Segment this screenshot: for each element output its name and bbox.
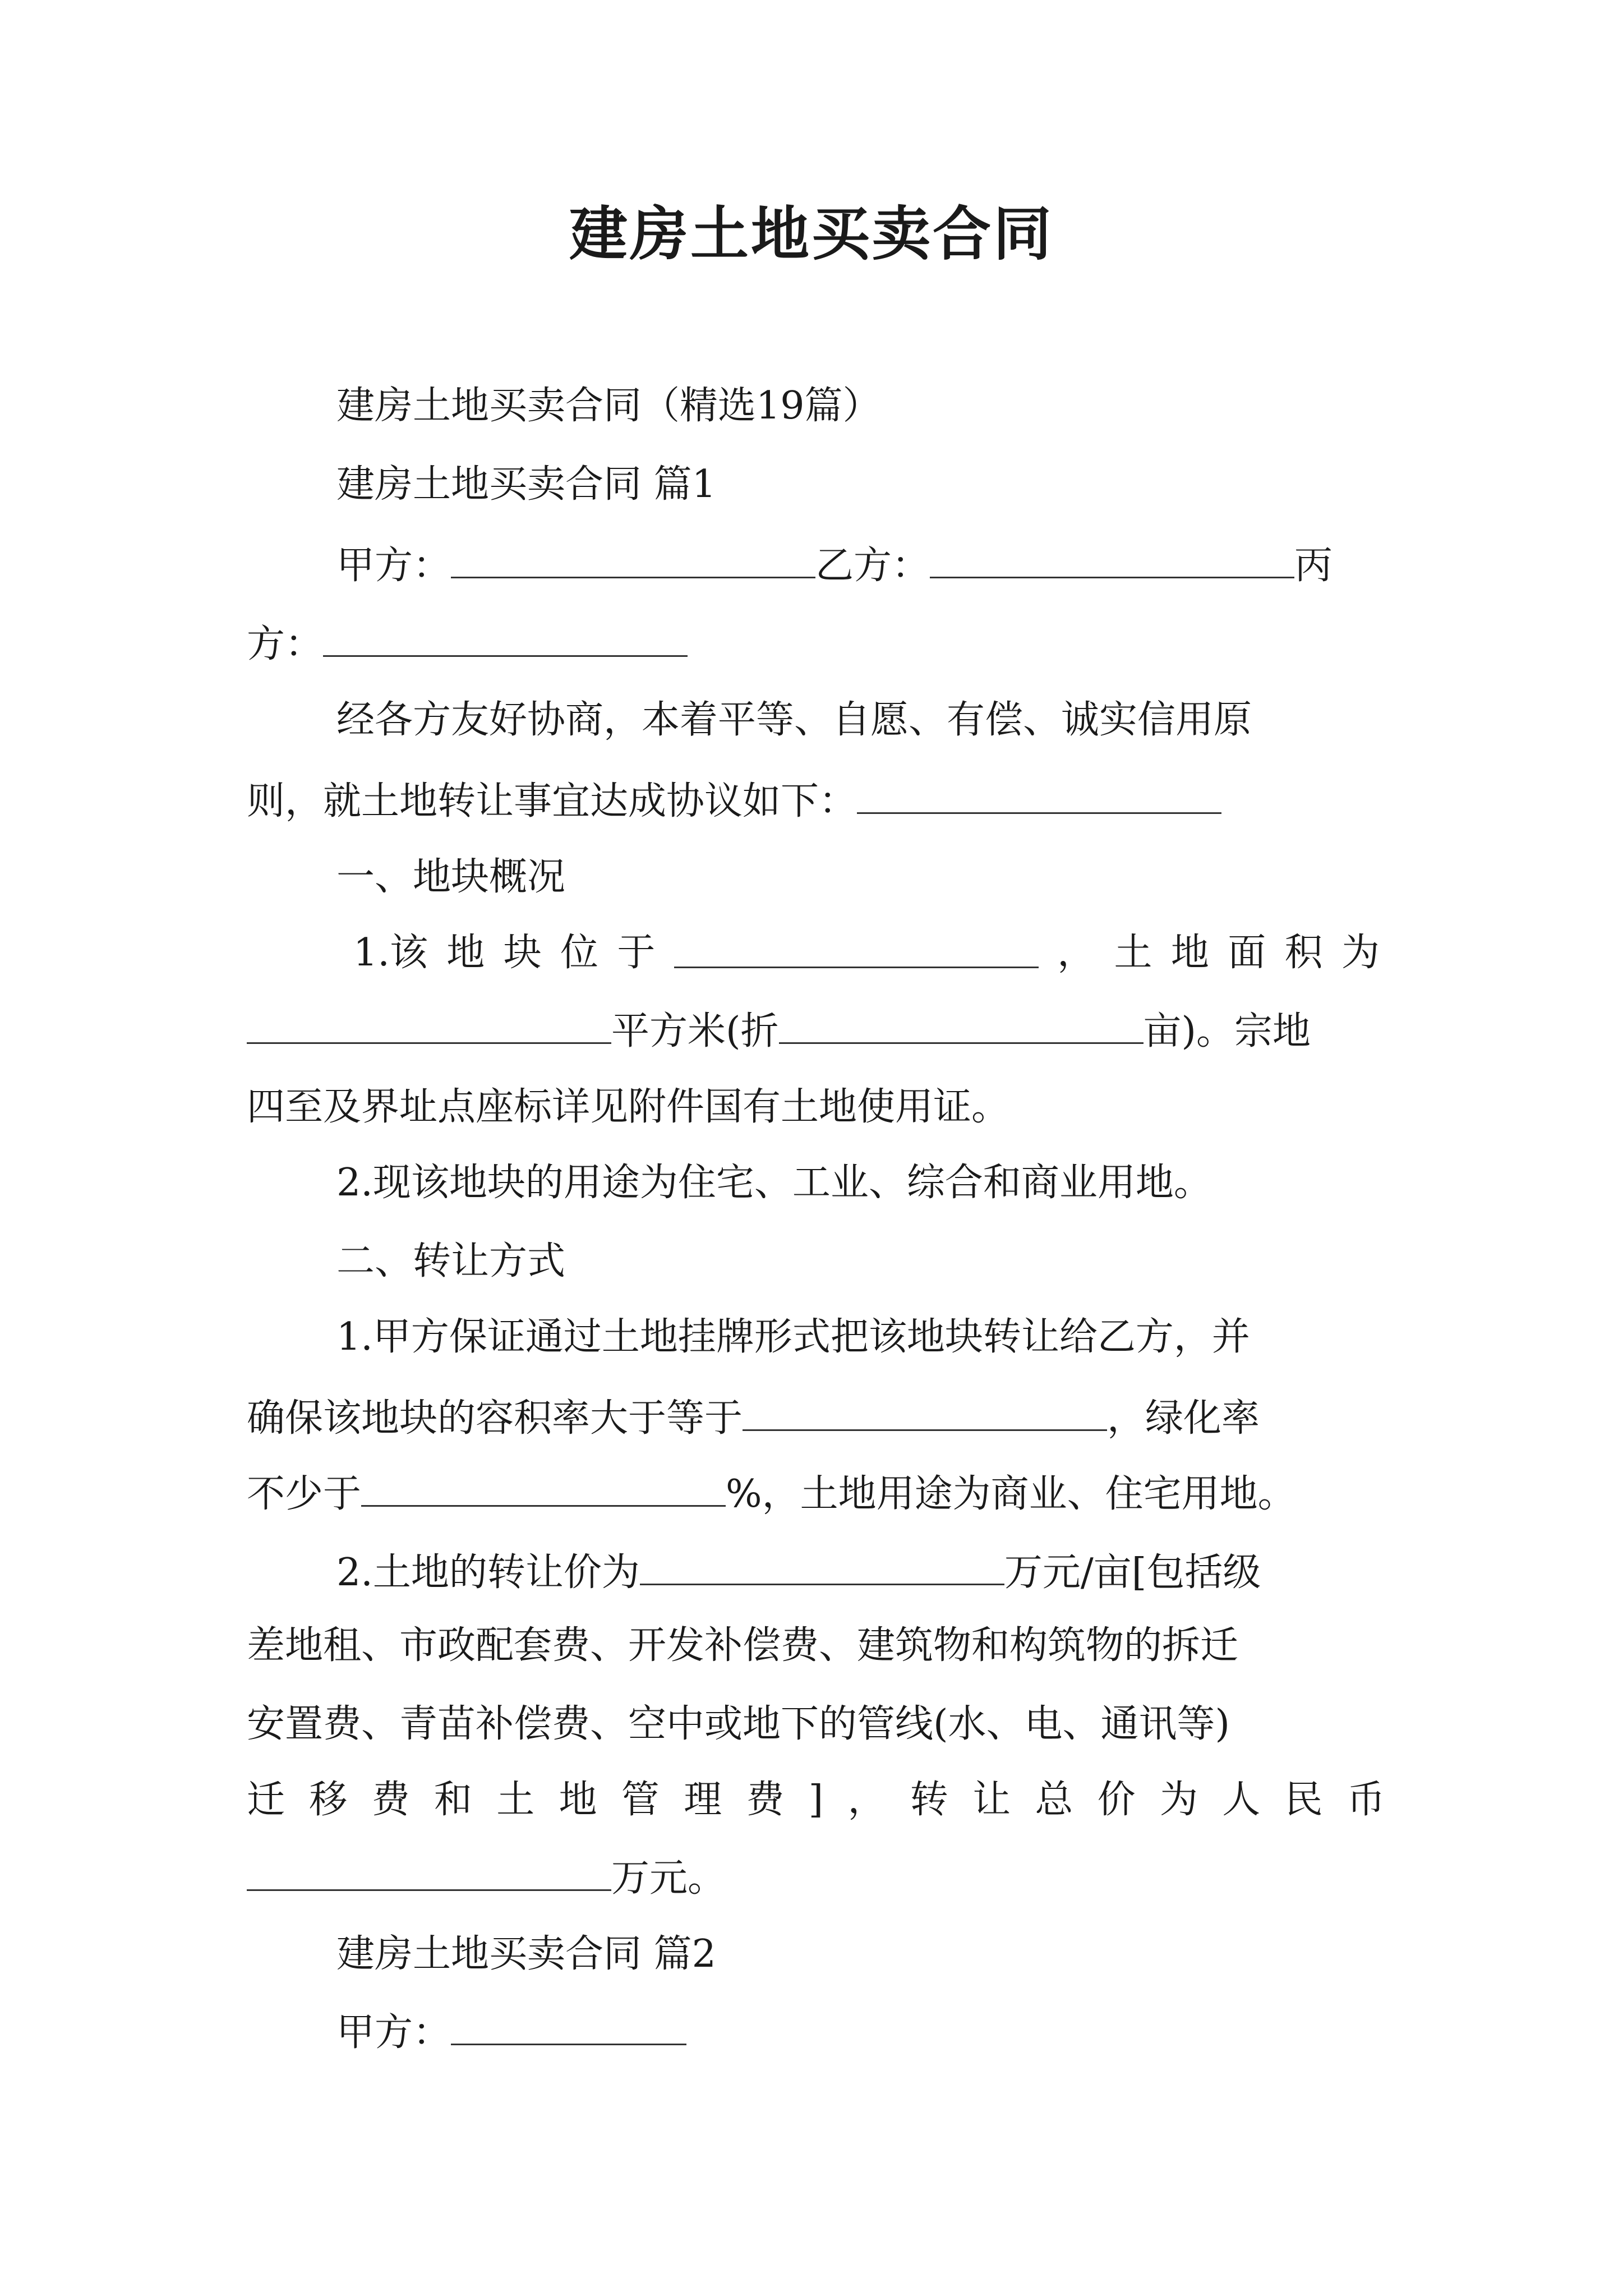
price-per-mu-blank <box>640 1551 1004 1585</box>
intro-blank <box>857 780 1221 814</box>
total-price-blank <box>247 1857 611 1891</box>
item1-char: ， <box>1057 931 1096 975</box>
transfer1-line-3 <box>247 1472 1391 1516</box>
item1-char: 为 <box>1341 931 1380 975</box>
party-b-blank <box>930 544 1294 578</box>
intro-line-2-text: 则，就土地转让事宜达成协议如下： <box>247 779 857 823</box>
transfer2-line-2: 差地租、市政配套费、开发补偿费、建筑物和构筑物的拆迁 <box>247 1623 1239 1668</box>
parties-line <box>336 544 1481 588</box>
intro-line-1: 经各方友好协商，本着平等、自愿、有偿、诚实信用原 <box>336 698 1252 742</box>
line-char: 价 <box>1097 1778 1136 1822</box>
line-char: 让 <box>972 1778 1011 1822</box>
item1-char: 于 <box>617 931 656 975</box>
section-heading-1: 建房土地买卖合同 篇1 <box>336 462 716 507</box>
item1-char: 面 <box>1228 931 1266 975</box>
transfer2-text: 2.土地的转让价为 <box>336 1550 640 1595</box>
parties-line-cont <box>247 623 1391 664</box>
party-a-label: 甲方： <box>336 544 451 588</box>
party-c-label-end: 方： <box>247 622 324 666</box>
transfer2-line-5 <box>247 1856 1391 1901</box>
line-char: 转 <box>910 1778 948 1822</box>
transfer1-text: %，土地用途为商业、住宅用地。 <box>726 1472 1296 1516</box>
line-char: 总 <box>1035 1778 1073 1822</box>
section-heading-2: 建房土地买卖合同 篇2 <box>336 1932 716 1976</box>
location-blank <box>674 934 1039 968</box>
transfer2-line-1 <box>336 1550 1481 1595</box>
section2-party-a-blank <box>451 2011 686 2045</box>
line-char: 人 <box>1222 1778 1261 1822</box>
item1-char: 土 <box>1114 931 1152 975</box>
line-char: ， <box>847 1778 886 1822</box>
transfer1-line-1: 1.甲方保证通过土地挂牌形式把该地块转让给乙方，并 <box>336 1315 1250 1359</box>
document-title: 建房土地买卖合同 <box>569 199 1054 268</box>
item1-char: 积 <box>1284 931 1323 975</box>
transfer2-line-3: 安置费、青苗补偿费、空中或地下的管线(水、电、通讯等) <box>247 1702 1230 1746</box>
transfer1-text: 不少于 <box>247 1472 362 1516</box>
party-a-blank <box>451 544 815 578</box>
area-mu-blank <box>779 1010 1144 1044</box>
transfer2-text: 万元/亩[包括级 <box>1004 1550 1261 1595</box>
item1-char: 地 <box>446 931 485 975</box>
intro-line-2 <box>247 780 1391 821</box>
section2-party-a-line <box>336 2010 1481 2055</box>
line-char: ] <box>808 1778 824 1822</box>
transfer2-text: 万元。 <box>611 1856 726 1901</box>
party-b-label: 乙方： <box>815 544 930 588</box>
item1-char: 1.该 <box>353 931 428 975</box>
transfer2-line-4 <box>247 1778 1385 1822</box>
part1-heading: 一、地块概况 <box>336 855 566 899</box>
plot-ratio-blank <box>743 1397 1107 1431</box>
line-char: 理 <box>684 1778 722 1822</box>
line-char: 费 <box>371 1778 410 1822</box>
line-char: 土 <box>496 1778 535 1822</box>
item1-line-3: 四至及界址点座标详见附件国有土地使用证。 <box>247 1085 1010 1129</box>
line-char: 为 <box>1159 1778 1198 1822</box>
line-char: 民 <box>1284 1778 1323 1822</box>
line-char: 和 <box>434 1778 472 1822</box>
document-subtitle: 建房土地买卖合同（精选19篇） <box>336 384 881 428</box>
area-sqm-blank <box>247 1010 611 1044</box>
item1-char: 地 <box>1170 931 1209 975</box>
transfer1-line-2 <box>247 1396 1391 1441</box>
item1-char: 块 <box>503 931 542 975</box>
line-char: 迁 <box>247 1778 285 1822</box>
line-char: 地 <box>559 1778 597 1822</box>
line-char: 费 <box>746 1778 785 1822</box>
line-char: 币 <box>1347 1778 1385 1822</box>
item1-line-1 <box>353 931 1380 975</box>
item1-char: 位 <box>560 931 599 975</box>
party-c-label-start: 丙 <box>1294 544 1333 588</box>
item1-mu-label: 亩)。宗地 <box>1143 1009 1311 1053</box>
line-char: 管 <box>621 1778 660 1822</box>
transfer1-text: 确保该地块的容积率大于等于 <box>247 1396 743 1441</box>
item1-sqm-label: 平方米(折 <box>611 1009 779 1053</box>
part2-heading: 二、转让方式 <box>336 1239 566 1283</box>
party-c-blank <box>323 623 688 657</box>
line-char: 移 <box>309 1778 348 1822</box>
transfer1-text: ，绿化率 <box>1107 1396 1260 1441</box>
item2-line: 2.现该地块的用途为住宅、工业、综合和商业用地。 <box>336 1161 1212 1205</box>
item1-line-2 <box>247 1010 1391 1051</box>
section2-party-a-label: 甲方： <box>336 2010 451 2055</box>
green-rate-blank <box>361 1473 726 1507</box>
